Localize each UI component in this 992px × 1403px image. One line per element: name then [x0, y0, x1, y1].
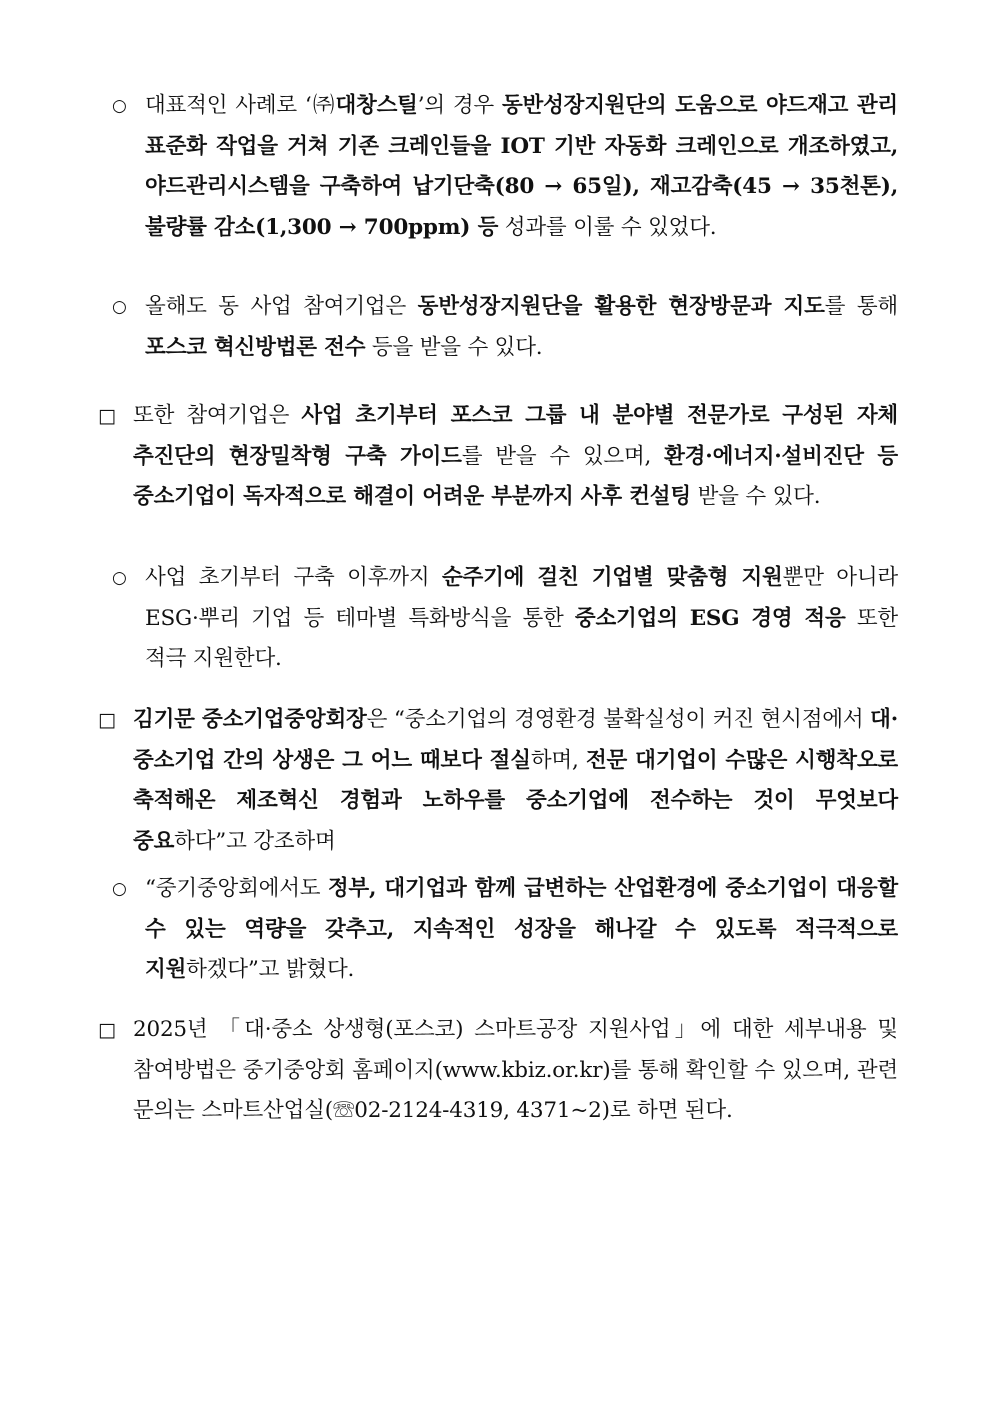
text-segment: 사업 초기부터 구축 이후까지 [145, 565, 442, 590]
text-segment: 하다”고 강조하며 [174, 828, 336, 854]
bold-segment: 포스코 혁신방법론 전수 [145, 334, 366, 360]
bold-segment: 사업 초기부터 포스코 그룹 내 분야별 전문가로 구성된 자체 추진단의 현장밀착형 구축 가이드 [133, 403, 898, 469]
circle-bullet-icon: ○ [112, 879, 127, 899]
bold-segment: 동반성장지원단의 도움으로 야드재고 관리 표준화 작업을 거쳐 기존 크레인들을 IOT 기반 자동화 크레인으로 개조하였고, 야드관리시스템을 구축하여 납기단축(80 → 65일), 재고감축(45 → 35천톤), 불량률 감소(1,300 → 700ppm) 등 [145, 93, 898, 240]
paragraph-kbiz-commitment [145, 869, 898, 991]
paragraph-expert-guide [133, 396, 898, 518]
bold-segment: 대창스틸 [335, 93, 418, 118]
text-segment: 성과를 이룰 수 있었다. [498, 214, 717, 240]
circle-bullet-icon: ○ [112, 297, 127, 317]
text-segment: 를 받을 수 있으며, [461, 443, 665, 469]
bold-segment: 중소기업의 ESG 경영 적응 [574, 605, 846, 631]
paragraph-this-year-support [145, 287, 898, 368]
paragraph-chairman-quote [133, 700, 898, 862]
bold-segment: 전문 대기업이 수많은 시행착오로 축적해온 제조혁신 경험과 노하우를 중소기업에 전수하는 것이 무엇보다 중요 [133, 747, 898, 854]
circle-bullet-icon: ○ [112, 568, 127, 588]
square-bullet-icon: □ [98, 405, 116, 427]
text-segment: 하겠다”고 밝혔다. [186, 957, 355, 982]
text-segment: 또한 적극 지원한다. [145, 605, 898, 671]
square-bullet-icon: □ [98, 709, 116, 731]
bold-segment: 대·중소기업 간의 상생은 그 어느 때보다 절실 [133, 707, 899, 773]
bold-segment: 환경·에너지·설비진단 등 중소기업이 독자적으로 해결이 어려운 부분까지 사후 컨설팅 [133, 443, 898, 509]
paragraph-daechang-steel-case [145, 86, 898, 248]
text-segment: 2025년 「대·중소 상생형(포스코) 스마트공장 지원사업」에 대한 세부내용 및 참여방법은 중기중앙회 홈페이지(www.kbiz.or.kr)를 통해 확인할 수 있으며, 관련 문의는 스마트산업실(☏02-2124-4319, 4371~2)로 하면 된다. [133, 1017, 898, 1123]
text-segment: “중기중앙회에서도 [145, 876, 328, 901]
bold-segment: 김기문 중소기업중앙회장 [133, 707, 367, 732]
circle-bullet-icon: ○ [112, 96, 127, 116]
text-segment: 은 “중소기업의 경영환경 불확실성이 커진 현시점에서 [366, 707, 871, 732]
paragraph-contact-info [133, 1010, 898, 1132]
text-segment: 뿐만 아니라 ESG·뿌리 기업 등 테마별 특화방식을 통한 [145, 565, 898, 631]
square-bullet-icon: □ [98, 1019, 116, 1041]
text-segment: 올해도 동 사업 참여기업은 [145, 294, 418, 319]
bold-segment: 정부, 대기업과 함께 급변하는 산업환경에 중소기업이 대응할 수 있는 역량을 갖추고, 지속적인 성장을 해나갈 수 있도록 적극적으로 지원 [145, 876, 898, 982]
text-segment: 하며, [530, 747, 586, 773]
text-segment: ’의 경우 [417, 93, 502, 118]
text-segment: 또한 참여기업은 [133, 403, 302, 428]
bold-segment: 동반성장지원단을 활용한 현장방문과 지도 [417, 294, 825, 319]
text-segment: 를 통해 [824, 294, 898, 319]
paragraph-lifecycle-support [145, 558, 898, 680]
text-segment: 받을 수 있다. [690, 484, 821, 509]
text-segment: 등을 받을 수 있다. [365, 334, 543, 360]
bold-segment: 순주기에 걸친 기업별 맞춤형 지원 [441, 565, 783, 590]
text-segment: 대표적인 사례로 ‘㈜ [145, 93, 336, 118]
